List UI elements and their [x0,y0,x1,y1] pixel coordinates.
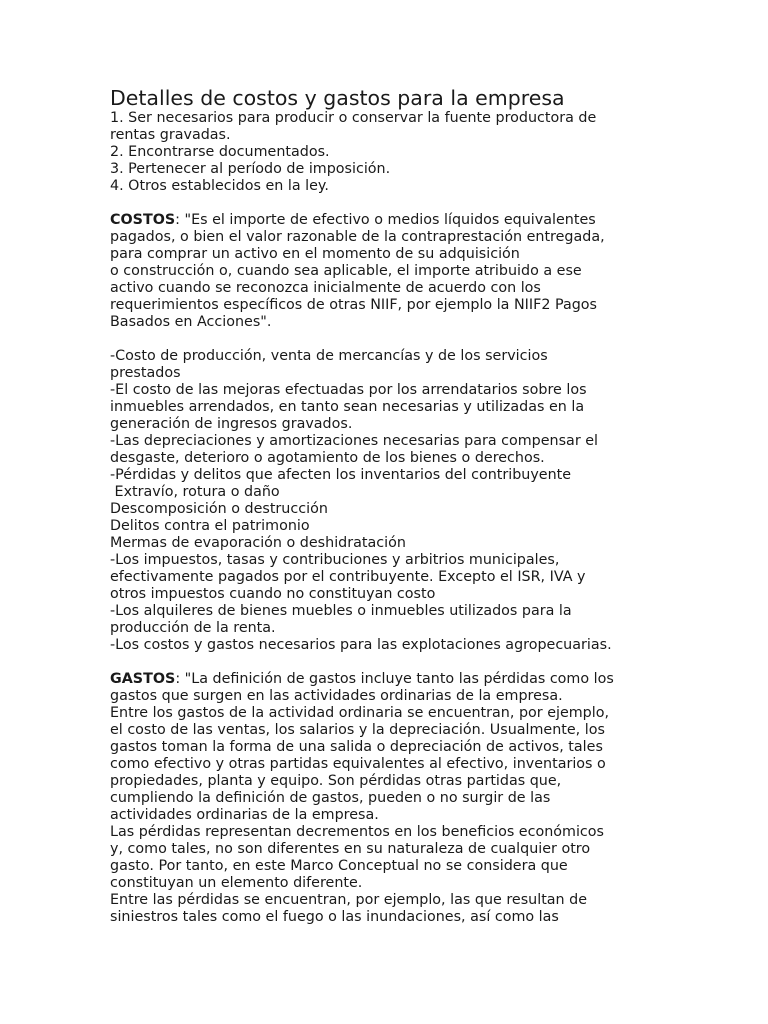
gastos-line: gasto. Por tanto, en este Marco Conceptual no se considera que [110,858,568,874]
gastos-line: Entre las pérdidas se encuentran, por ejemplo, las que resultan de [110,892,588,908]
gastos-definition [110,671,710,926]
requisito-line: rentas gravadas. [110,127,231,143]
costos-list-line: efectivamente pagados por el contribuyente. Excepto el ISR, IVA y [110,569,586,585]
costos-list-line: -Los costos y gastos necesarios para las explotaciones agropecuarias. [110,637,612,653]
gastos-heading: GASTOS [110,671,176,687]
costos-list-line: Descomposición o destrucción [110,501,328,517]
costos-list-line: -El costo de las mejoras efectuadas por los arrendatarios sobre los [110,382,587,398]
costos-line: Basados en Acciones". [110,314,272,330]
gastos-line: Entre los gastos de la actividad ordinaria se encuentran, por ejemplo, [110,705,610,721]
costos-line: pagados, o bien el valor razonable de la contraprestación entregada, [110,229,605,245]
costos-list-line: Mermas de evaporación o deshidratación [110,535,406,551]
costos-list-line: inmuebles arrendados, en tanto sean necesarias y utilizadas en la [110,399,585,415]
costos-list-line: -Las depreciaciones y amortizaciones necesarias para compensar el [110,433,599,449]
costos-list-line: desgaste, deterioro o agotamiento de los bienes o derechos. [110,450,545,466]
costos-list-line: Extravío, rotura o daño [110,484,280,500]
costos-heading: COSTOS [110,212,176,228]
costos-first-line [110,212,710,229]
costos-line: o construcción o, cuando sea aplicable, el importe atribuido a ese [110,263,582,279]
gastos-line: el costo de las ventas, los salarios y la depreciación. Usualmente, los [110,722,605,738]
requisito-line: 2. Encontrarse documentados. [110,144,330,160]
gastos-line: constituyan un elemento diferente. [110,875,363,891]
document-page [110,86,710,926]
gastos-line: siniestros tales como el fuego o las inundaciones, así como las [110,909,559,925]
gastos-line: Las pérdidas representan decrementos en los beneficios económicos [110,824,604,840]
costos-list-line: generación de ingresos gravados. [110,416,353,432]
costos-line: para comprar un activo en el momento de su adquisición [110,246,520,262]
costos-list-line: otros impuestos cuando no constituyan costo [110,586,436,602]
requisito-line: 4. Otros establecidos en la ley. [110,178,329,194]
gastos-line: como efectivo y otras partidas equivalentes al efectivo, inventarios o [110,756,606,772]
costos-line: requerimientos específicos de otras NIIF, por ejemplo la NIIF2 Pagos [110,297,597,313]
costos-list-line: -Costo de producción, venta de mercancías y de los servicios [110,348,548,364]
costos-list-line: -Los impuestos, tasas y contribuciones y arbitrios municipales, [110,552,560,568]
costos-line: activo cuando se reconozca inicialmente de acuerdo con los [110,280,541,296]
gastos-line: y, como tales, no son diferentes en su naturaleza de cualquier otro [110,841,591,857]
gastos-line: propiedades, planta y equipo. Son pérdidas otras partidas que, [110,773,562,789]
costos-list-line: Delitos contra el patrimonio [110,518,310,534]
costos-definition [110,212,710,331]
gastos-first-line-text: : "La definición de gastos incluye tanto las pérdidas como los [175,671,614,687]
requisito-line: 1. Ser necesarios para producir o conservar la fuente productora de [110,110,597,126]
requisito-line: 3. Pertenecer al período de imposición. [110,161,391,177]
costos-list-line: -Pérdidas y delitos que afecten los inventarios del contribuyente [110,467,572,483]
gastos-line: actividades ordinarias de la empresa. [110,807,379,823]
costos-list-line: -Los alquileres de bienes muebles o inmuebles utilizados para la [110,603,572,619]
gastos-line: gastos que surgen en las actividades ordinarias de la empresa. [110,688,563,704]
gastos-line: cumpliendo la definición de gastos, pueden o no surgir de las [110,790,551,806]
gastos-first-line [110,671,710,688]
spacer [110,195,710,212]
gastos-line: gastos toman la forma de una salida o depreciación de activos, tales [110,739,603,755]
requisitos-list [110,110,710,195]
costos-list [110,348,710,654]
costos-first-line-text: : "Es el importe de efectivo o medios líquidos equivalentes [175,212,596,228]
costos-list-line: prestados [110,365,181,381]
spacer [110,331,710,348]
costos-list-line: producción de la renta. [110,620,276,636]
spacer [110,654,710,671]
document-title: Detalles de costos y gastos para la empresa [110,86,565,110]
